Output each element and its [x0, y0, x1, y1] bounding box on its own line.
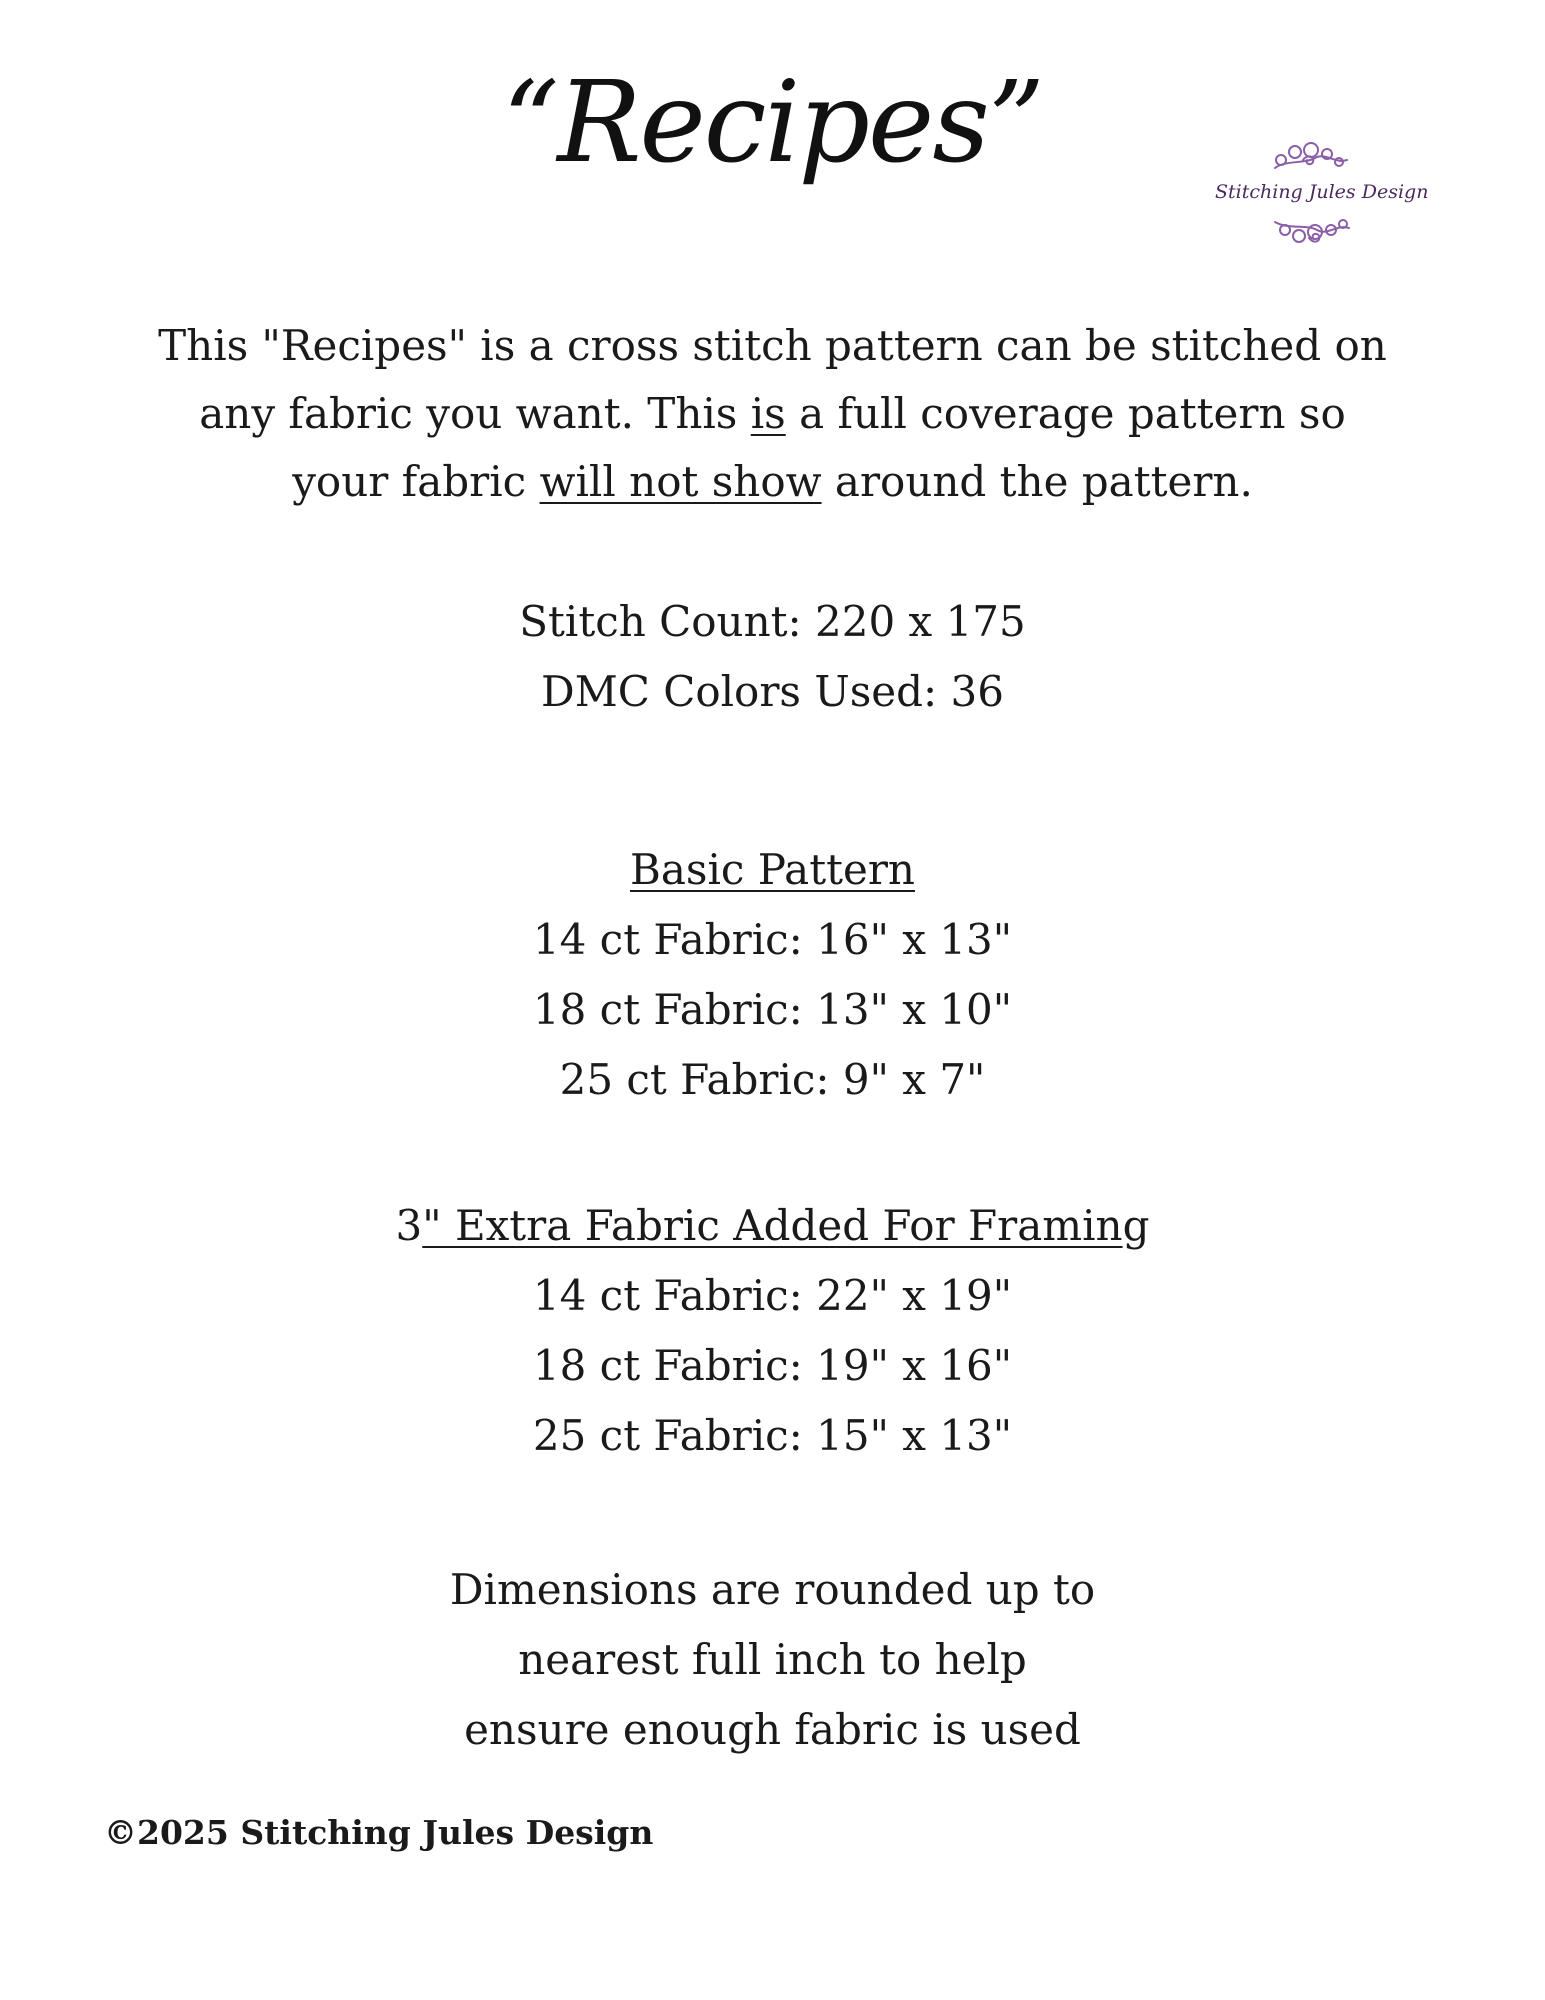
- page-title: “Recipes”: [501, 58, 1044, 188]
- basic-row-18ct: 18 ct Fabric: 13" x 10": [532, 985, 1013, 1034]
- basic-row-14ct: 14 ct Fabric: 16" x 13": [532, 915, 1013, 964]
- intro-line-2-emphasis: is: [750, 389, 786, 438]
- intro-line-2: [0, 384, 1545, 444]
- framing-heading-underlined: " Extra Fabric Added For Framin: [422, 1201, 1123, 1250]
- brand-logo: [1215, 138, 1429, 256]
- intro-line-3-post: around the pattern.: [821, 457, 1253, 506]
- copyright-notice: ©2025 Stitching Jules Design: [104, 1813, 654, 1852]
- framing-heading-pre: 3: [395, 1201, 423, 1250]
- framing-row-14ct: 14 ct Fabric: 22" x 19": [532, 1271, 1013, 1320]
- framing-row-25ct: 25 ct Fabric: 15" x 13": [532, 1411, 1013, 1460]
- intro-line-2-post: a full coverage pattern so: [785, 389, 1346, 438]
- intro-line-3-emphasis: will not show: [539, 457, 822, 506]
- intro-line-2-pre: any fabric you want. This: [199, 389, 751, 438]
- intro-line-3-pre: your fabric: [292, 457, 540, 506]
- colors-used: DMC Colors Used: 36: [541, 667, 1004, 716]
- framing-heading: [0, 1196, 1545, 1256]
- note-line-1: Dimensions are rounded up to: [449, 1565, 1096, 1614]
- basic-row-25ct: 25 ct Fabric: 9" x 7": [559, 1055, 986, 1104]
- basic-pattern-heading-text: Basic Pattern: [630, 845, 915, 894]
- note-line-3: ensure enough fabric is used: [464, 1705, 1081, 1754]
- logo-text: Stitching Jules Design: [1215, 181, 1429, 203]
- intro-line-3: [0, 452, 1545, 512]
- basic-pattern-heading: [0, 840, 1545, 900]
- stitch-count: Stitch Count: 220 x 175: [519, 597, 1026, 646]
- intro-line-1: This "Recipes" is a cross stitch pattern can be stitched on: [158, 321, 1387, 370]
- framing-row-18ct: 18 ct Fabric: 19" x 16": [532, 1341, 1013, 1390]
- note-line-2: nearest full inch to help: [518, 1635, 1027, 1684]
- framing-heading-post: g: [1122, 1201, 1150, 1250]
